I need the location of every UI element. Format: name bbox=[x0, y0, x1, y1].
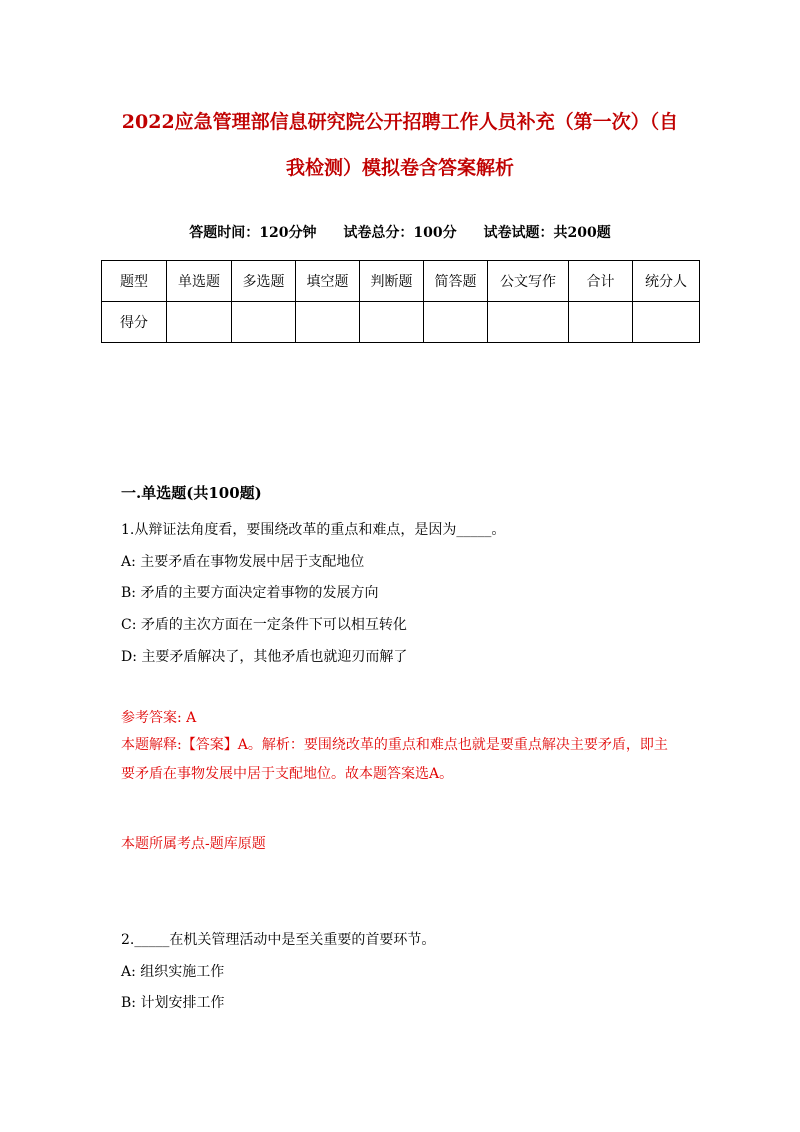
header-cell: 统分人 bbox=[633, 261, 700, 302]
header-cell: 判断题 bbox=[360, 261, 424, 302]
question-2-option-a: A: 组织实施工作 bbox=[121, 964, 225, 980]
header-cell: 合计 bbox=[569, 261, 633, 302]
question-1-option-c: C: 矛盾的主次方面在一定条件下可以相互转化 bbox=[121, 617, 407, 633]
header-cell: 多选题 bbox=[232, 261, 296, 302]
exam-question-count: 试卷试题：共200题 bbox=[483, 225, 611, 241]
question-1-source: 本题所属考点-题库原题 bbox=[121, 836, 266, 852]
question-2-stem: 2._____在机关管理活动中是至关重要的首要环节。 bbox=[121, 932, 436, 948]
question-1-option-b: B: 矛盾的主要方面决定着事物的发展方向 bbox=[121, 585, 379, 601]
question-1-answer: 参考答案: A bbox=[121, 710, 197, 726]
score-cell bbox=[633, 302, 700, 343]
header-cell: 公文写作 bbox=[488, 261, 569, 302]
score-table bbox=[101, 260, 700, 343]
exam-meta bbox=[0, 222, 800, 242]
document-title bbox=[60, 99, 740, 191]
header-cell: 单选题 bbox=[167, 261, 232, 302]
score-cell bbox=[232, 302, 296, 343]
score-cell bbox=[360, 302, 424, 343]
header-cell: 简答题 bbox=[424, 261, 488, 302]
title-line-2: 我检测）模拟卷含答案解析 bbox=[285, 157, 514, 179]
exam-time: 答题时间：120分钟 bbox=[189, 225, 317, 241]
score-cell bbox=[167, 302, 232, 343]
question-2-option-b: B: 计划安排工作 bbox=[121, 995, 225, 1011]
row-label-cell: 得分 bbox=[102, 302, 167, 343]
score-table-score-row bbox=[102, 302, 700, 343]
header-cell: 题型 bbox=[102, 261, 167, 302]
score-cell bbox=[488, 302, 569, 343]
score-cell bbox=[296, 302, 360, 343]
header-cell: 填空题 bbox=[296, 261, 360, 302]
score-cell bbox=[569, 302, 633, 343]
title-line-1: 2022应急管理部信息研究院公开招聘工作人员补充（第一次）（自 bbox=[121, 111, 679, 133]
question-1-explanation: 本题解释:【答案】A。解析：要围绕改革的重点和难点也就是要重点解决主要矛盾，即主要矛盾在事物发展中居于支配地位。故本题答案选A。 bbox=[121, 737, 668, 782]
question-1-option-a: A: 主要矛盾在事物发展中居于支配地位 bbox=[121, 554, 365, 570]
section-heading: 一.单选题(共100题) bbox=[121, 484, 262, 502]
question-1-stem: 1.从辩证法角度看，要围绕改革的重点和难点，是因为_____。 bbox=[121, 522, 506, 538]
exam-total-score: 试卷总分：100分 bbox=[343, 225, 457, 241]
score-cell bbox=[424, 302, 488, 343]
score-table-header-row bbox=[102, 261, 700, 302]
question-1-option-d: D: 主要矛盾解决了，其他矛盾也就迎刃而解了 bbox=[121, 649, 408, 665]
